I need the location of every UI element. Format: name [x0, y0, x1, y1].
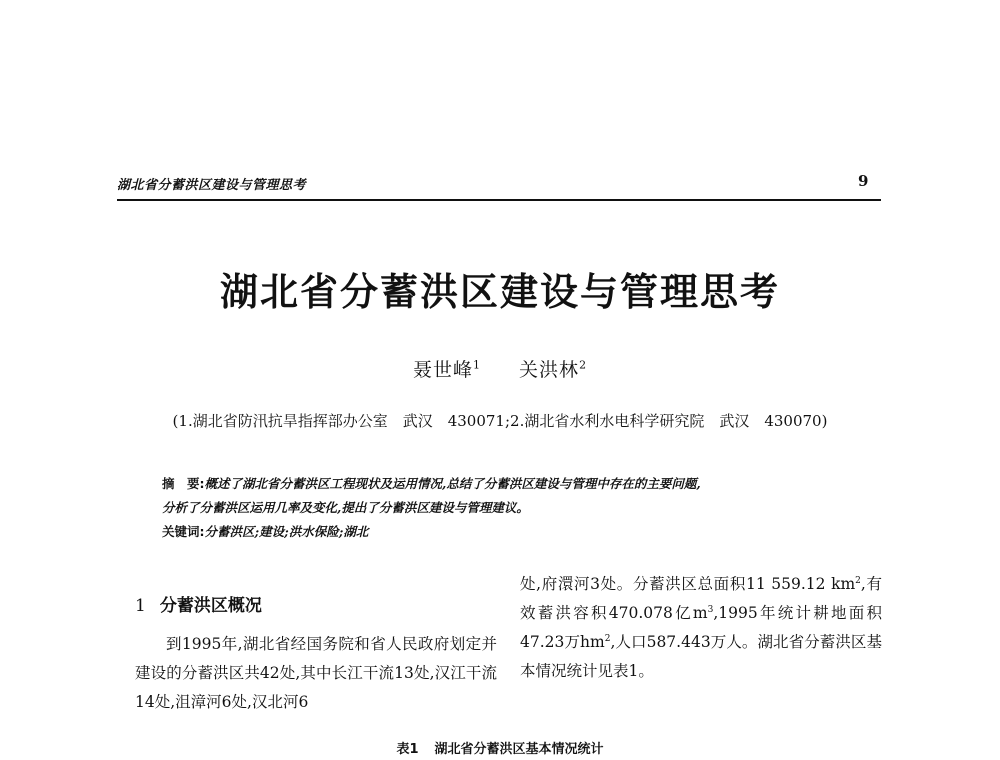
- section-title: 分蓄洪区概况: [159, 596, 262, 616]
- body-paragraph: 到1995年,湖北省经国务院和省人民政府划定并建设的分蓄洪区共42处,其中长江干流13处,汉江干流14处,沮漳河6处,汉北河6: [135, 635, 497, 711]
- table-caption: [100, 738, 900, 757]
- table-caption-text: 湖北省分蓄洪区基本情况统计: [434, 742, 604, 757]
- right-column: [520, 570, 882, 686]
- author-affil-mark: 1: [472, 358, 481, 372]
- article-title: 湖北省分蓄洪区建设与管理思考: [219, 270, 780, 314]
- abstract-text: 概述了湖北省分蓄洪区工程现状及运用情况,总结了分蓄洪区建设与管理中存在的主要问题,: [204, 476, 701, 491]
- abstract-text-continued: 分析了分蓄洪区运用几率及变化,提出了分蓄洪区建设与管理建议。: [162, 500, 529, 515]
- body-text-segment: ,人口587.443万人。湖北省分蓄洪区基本情况统计见表1。: [520, 633, 882, 680]
- author-line: [100, 355, 900, 382]
- body-text-segment: 处,府澴河3处。分蓄洪区总面积11 559.12 km: [520, 575, 856, 593]
- body-text-segment: ,有效蓄洪容积470.078亿m: [520, 575, 882, 622]
- abstract-label: 摘 要:: [162, 476, 205, 491]
- page-number: 9: [858, 172, 869, 190]
- keywords-label: 关键词:: [162, 524, 205, 539]
- author-name: 关洪林: [519, 359, 580, 381]
- superscript: 2: [855, 575, 861, 586]
- body-paragraph-continued: [520, 570, 882, 686]
- header-rule: [117, 199, 881, 201]
- abstract-block: [162, 472, 862, 544]
- left-column: [135, 585, 497, 717]
- body-text-segment: ,1995年统计耕地面积47.23万hm: [520, 604, 882, 651]
- author-affil-mark: 2: [579, 358, 588, 372]
- keywords: 分蓄洪区;建设;洪水保险;湖北: [204, 524, 369, 539]
- section-number: 1: [135, 596, 146, 616]
- affiliation: (1.湖北省防汛抗旱指挥部办公室 武汉 430071;2.湖北省水利水电科学研究院 武汉 430070): [172, 412, 828, 430]
- running-head-title: 湖北省分蓄洪区建设与管理思考: [117, 178, 307, 193]
- author-name: 聂世峰: [412, 359, 473, 381]
- superscript: 2: [604, 633, 611, 644]
- section-heading: [135, 591, 497, 616]
- superscript: 3: [707, 604, 714, 615]
- table-label: 表1: [396, 742, 419, 757]
